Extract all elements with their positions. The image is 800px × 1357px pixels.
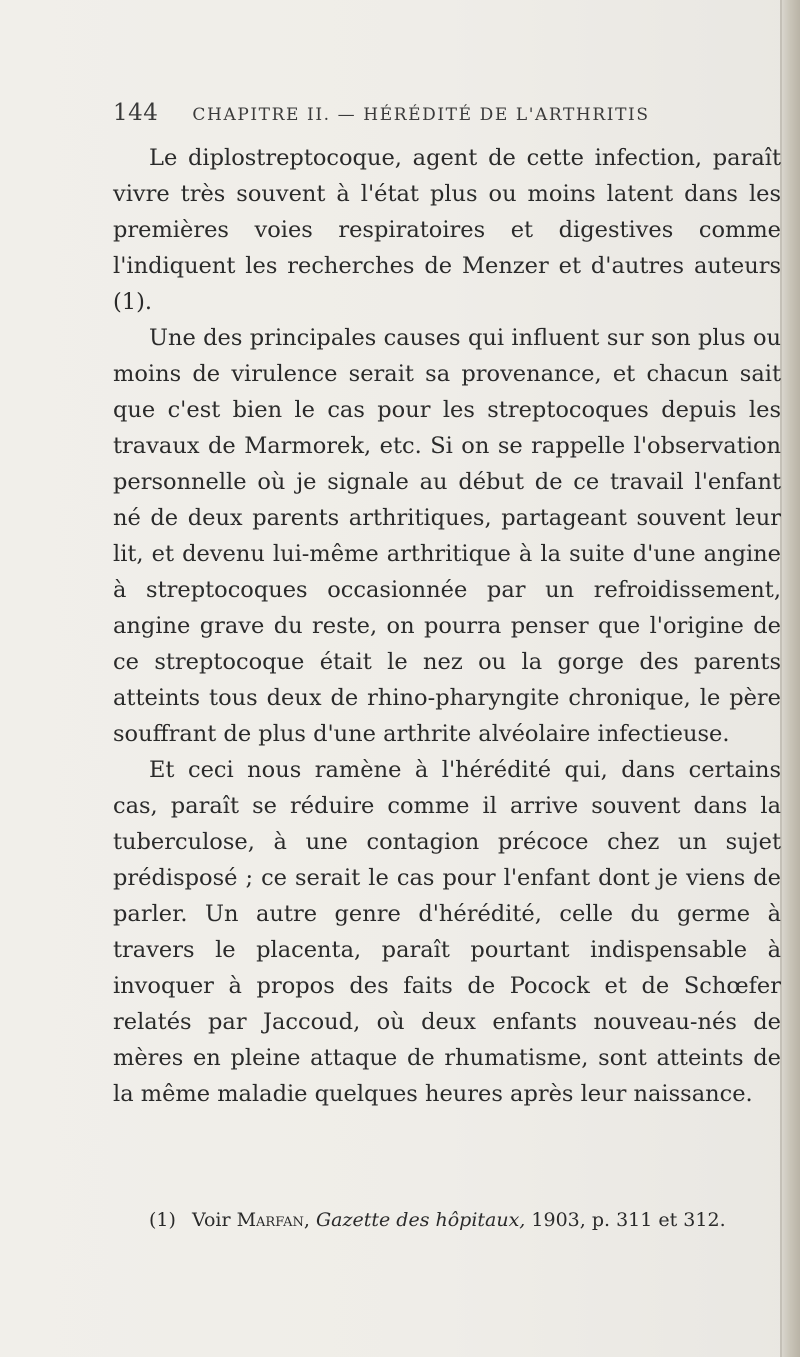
page-number: 144 — [113, 100, 159, 126]
footnote-author: Marfan, — [236, 1209, 310, 1231]
footnote-journal: Gazette des hôpitaux, — [315, 1209, 526, 1231]
paragraph: Et ceci nous ramène à l'hérédité qui, dans certains cas, paraît se réduire comme il arrive souvent dans la tuberculose, à une contagion précoce chez un sujet prédisposé ; ce serait le cas pour l'enfant dont je viens de parler. Un autre genre d'hérédité, celle du germe à travers le placenta, paraît pourtant indispensable à invoquer à propos des faits de Pocock et de Schœfer relatés par Jaccoud, où deux enfants nouveau-nés de mères en pleine attaque de rhumatisme, sont atteints de la même maladie quelques heures après leur naissance. — [113, 757, 781, 1107]
footnote-prefix: Voir — [191, 1209, 231, 1231]
footnote — [149, 1209, 800, 1231]
paragraph: Le diplostreptocoque, agent de cette infection, paraît vivre très souvent à l'état plus ou moins latent dans les premières voies respiratoires et digestives comme l'indiquent les recherches de Menzer et d'autres auteurs (1). — [113, 145, 781, 315]
body-text — [113, 140, 781, 1112]
running-head: CHAPITRE II. — HÉRÉDITÉ DE L'ARTHRITIS — [192, 105, 650, 125]
footnote-details: 1903, p. 311 et 312. — [531, 1209, 726, 1231]
paragraph: Une des principales causes qui influent sur son plus ou moins de virulence serait sa provenance, et chacun sait que c'est bien le cas pour les streptocoques depuis les travaux de Marmorek, etc. Si on se rappelle l'observation personnelle où je signale au début de ce travail l'enfant né de deux parents arthritiques, partageant souvent leur lit, et devenu lui-même arthritique à la suite d'une angine à streptocoques occasionnée par un refroidissement, angine grave du reste, on pourra penser que l'origine de ce streptocoque était le nez ou la gorge des parents atteints tous deux de rhino-pharyngite chronique, le père souffrant de plus d'une arthrite alvéolaire infectieuse. — [113, 325, 781, 747]
page-header — [113, 100, 783, 126]
footnote-ref: (1) — [149, 1209, 176, 1231]
page-edge — [782, 0, 800, 1357]
